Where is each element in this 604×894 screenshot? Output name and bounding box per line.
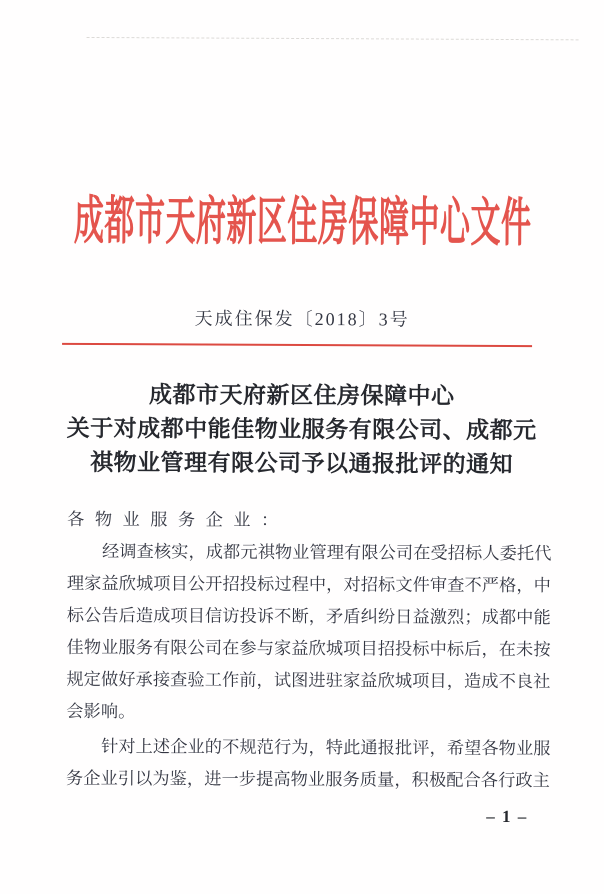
body-line: 规定做好承接查验工作前，试图进驻家益欣城项目，造成不良社	[66, 669, 551, 692]
page-number: – 1 –	[486, 806, 528, 827]
document-body	[65, 504, 552, 797]
document-title-line: 关于对成都中能佳物业服务有限公司、成都元	[66, 415, 537, 444]
body-line: 佳物业服务有限公司在参与家益欣城项目招投标中标后，在未按	[66, 637, 551, 660]
body-line: 经调查核实，成都元祺物业管理有限公司在受招标人委托代	[102, 542, 552, 564]
document-number: 天成住保发〔2018〕3号	[194, 308, 410, 330]
document-title-line: 祺物业管理有限公司予以通报批评的通知	[89, 449, 514, 478]
document-header-title: 成都市天府新区住房保障中心文件	[73, 192, 532, 253]
document-title	[51, 378, 551, 482]
body-line: 会影响。	[66, 701, 136, 722]
body-line: 务企业引以为鉴，进一步提高物业服务质量，积极配合各行政主	[65, 768, 551, 791]
body-line: 针对上述企业的不规范行为，特此通报批评，希望各物业服	[101, 737, 551, 759]
body-line: 标公告后造成项目信访投诉不断，矛盾纠纷日益激烈；成都中能	[66, 605, 551, 628]
body-line: 理家益欣城项目公开招投标过程中，对招标文件审查不严格，中	[66, 573, 551, 596]
salutation-line: 各物业服务企业：	[67, 509, 289, 530]
red-divider-line	[62, 343, 532, 347]
document-title-line: 成都市天府新区住房保障中心	[149, 382, 455, 409]
scan-artifact-line	[87, 37, 579, 40]
